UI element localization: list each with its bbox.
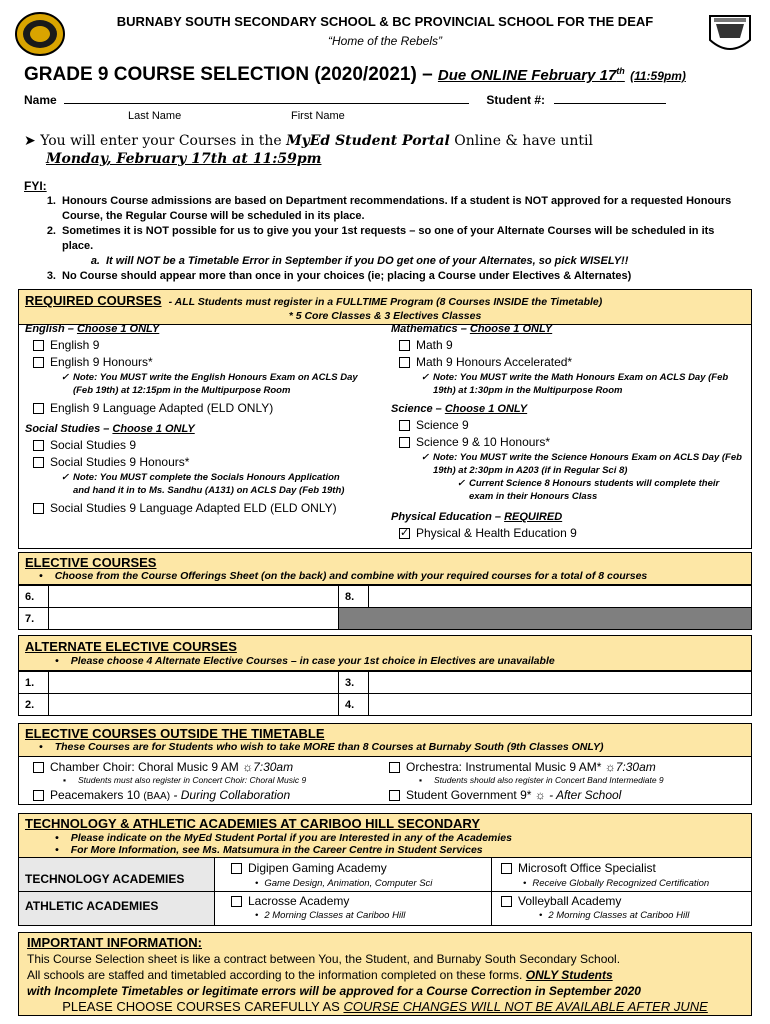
checkbox [231,896,242,907]
bullet-icon: • [55,832,59,844]
bullet-icon: • [39,741,43,753]
academies-header: TECHNOLOGY & ATHLETIC ACADEMIES AT CARIBOO HILL SECONDARY • Please indicate on the MyEd Student Portal if you are Interested in any of the Academies • For More Information, see Ms. Matsumura in the Career Centre in Student Services [18,813,752,858]
last-name-label: Last Name [128,110,182,122]
checkbox [389,762,400,773]
bullet-icon: • [539,910,543,921]
bullet-icon: • [255,910,259,921]
bullet-icon: • [55,655,59,667]
unused-cell [339,608,752,630]
volleyball-option[interactable]: Volleyball Academy [501,894,621,908]
bullet-icon: • [39,570,43,582]
lacrosse-option[interactable]: Lacrosse Academy [231,894,349,908]
science-note-2: ✓ Current Science 8 Honours students will complete their exam in their Honours Class [457,478,720,502]
page-title: GRADE 9 COURSE SELECTION (2020/2021) – Due ONLINE February 17th (11:59pm) [24,64,686,85]
science-note: ✓ Note: You MUST write the Science Honours Exam on ACLS Day (Feb 19th) at 2:30pm in A203 (if in Regular Sci 8) [421,452,742,476]
alternate-4-field[interactable] [369,694,752,716]
checkbox [33,357,44,368]
bullet-icon: ▪ [419,775,423,785]
checkmark-icon: ✓ [457,478,465,489]
tech-academies-label: TECHNOLOGY ACADEMIES [19,858,215,892]
english-heading: English – Choose 1 ONLY [25,323,160,335]
english-note: ✓ Note: You MUST write the English Honours Exam on ACLS Day (Feb 19th) at 12:15pm in the Multipurpose Room [61,372,358,396]
elective-7-field[interactable] [49,608,339,630]
fyi-item: 2. Sometimes it is NOT possible for us to give you your 1st requests – so one of your Alternate Courses will be scheduled in its place. [46,225,715,252]
checkbox [33,457,44,468]
required-header: REQUIRED COURSES - ALL Students must register in a FULLTIME Program (8 Courses INSIDE the Timetable) * 5 Core Classes & 3 Electives Classes [18,289,752,325]
science-9-option[interactable]: Science 9 [399,418,749,432]
math-note: ✓ Note: You MUST write the Math Honours Exam on ACLS Day (Feb 19th) at 1:30pm in the Multipurpose Room [421,372,729,396]
choir-note: ▪ Students must also register in Concert Choir: Choral Music 9 [63,775,307,785]
bullet-icon: • [55,844,59,856]
checkbox [33,403,44,414]
student-government-option[interactable]: Student Government 9* ☼ - After School [389,788,621,802]
bullet-icon: ▪ [63,775,67,785]
required-body [18,325,752,549]
elective-8-field[interactable] [369,586,752,608]
checkbox [389,790,400,801]
checked-checkbox-icon: ✓ [400,527,410,540]
school-motto: “Home of the Rebels” [327,34,443,48]
alternate-header: ALTERNATE ELECTIVE COURSES • Please choose 4 Alternate Elective Courses – in case your 1st choice in Electives are unavailable [18,635,752,671]
sun-icon: ☼ [604,760,616,774]
math-9-honours-option[interactable]: Math 9 Honours Accelerated* [399,355,749,369]
important-box [18,932,752,1016]
fyi-list [24,194,744,284]
fyi-label: FYI: [24,179,47,193]
outside-header: ELECTIVE COURSES OUTSIDE THE TIMETABLE • These Courses are for Students who wish to take MORE than 8 Courses at Burnaby South (9th Classes ONLY) [18,723,752,757]
academies-body [18,858,752,926]
science-honours-option[interactable]: Science 9 & 10 Honours* [399,435,749,449]
school-name: BURNABY SOUTH SECONDARY SCHOOL & BC PROVINCIAL SCHOOL FOR THE DEAF [116,14,654,29]
name-field[interactable] [64,94,469,104]
outside-body [18,757,752,805]
checkbox [33,790,44,801]
arrow-bullet-icon: ➤ [24,133,36,149]
fyi-item: 1. Honours Course admissions are based on Department recommendations. If a student is NOT approved for a requested Honours Course, the Regular Course will be scheduled in its place. [46,195,732,222]
important-title: IMPORTANT INFORMATION: [27,935,202,950]
checkbox [33,762,44,773]
social-note: ✓ Note: You MUST complete the Socials Honours Application and hand it in to Ms. Sandhu (A131) on ACLS Day (Feb 19th) [61,472,345,496]
sun-icon: ☼ [242,760,254,774]
checkbox [399,340,410,351]
elective-6-field[interactable] [49,586,339,608]
checkbox [33,340,44,351]
pe-option[interactable]: ✓ Physical & Health Education 9 [400,526,577,540]
bullet-icon: • [523,878,527,889]
sun-icon: ☼ [534,788,546,802]
student-number-field[interactable] [554,94,666,104]
portal-deadline: Monday, February 17th at 11:59pm [46,151,322,167]
alternate-table: 1. 3. 2. 4. [18,671,752,716]
important-line-3: with Incomplete Timetables or legitimate errors will be approved for a Course Correction in September 2020 [27,984,641,998]
checkmark-icon: ✓ [421,452,429,463]
alternate-1-field[interactable] [49,672,339,694]
pe-heading: Physical Education – REQUIRED [391,511,563,523]
fyi-item: 3. No Course should appear more than once in your choices (ie; placing a Course under Electives & Alternates) [46,270,632,282]
important-line-2: All schools are staffed and timetabled according to the information completed on these forms. ONLY Students [27,968,613,982]
alternate-3-field[interactable] [369,672,752,694]
math-heading: Mathematics – Choose 1 ONLY [391,323,553,335]
science-heading: Science – Choose 1 ONLY [391,403,528,415]
volleyball-note: • 2 Morning Classes at Cariboo Hill [539,910,690,921]
english-9-honours-option[interactable]: English 9 Honours* [33,355,385,369]
checkmark-icon: ✓ [421,372,429,383]
orchestra-note: ▪ Students should also register in Concert Band Intermediate 9 [419,775,664,785]
office-specialist-option[interactable]: Microsoft Office Specialist [501,861,656,875]
elective-header: ELECTIVE COURSES • Choose from the Course Offerings Sheet (on the back) and combine with your required courses for a total of 8 courses [18,552,752,585]
english-ela-option[interactable]: English 9 Language Adapted (ELD ONLY) [33,401,385,415]
social-ela-option[interactable]: Social Studies 9 Language Adapted ELD (ELD ONLY) [33,501,385,515]
name-row: Name Student #: [24,93,754,107]
due-date: Due ONLINE February 17th [437,66,625,84]
checkbox [231,863,242,874]
first-name-label: First Name [291,110,345,122]
checkbox [501,863,512,874]
english-9-option[interactable]: English 9 [33,338,385,352]
checkbox [399,357,410,368]
digipen-note: • Game Design, Animation, Computer Sci [255,878,433,889]
social-heading: Social Studies – Choose 1 ONLY [25,423,195,435]
fyi-item: a. It will NOT be a Timetable Error in September if you DO get one of your Alternates, so pick WISELY!! [90,255,629,267]
checkbox [33,503,44,514]
office-note: • Receive Globally Recognized Certification [523,878,710,889]
checkbox [399,420,410,431]
important-line-1: This Course Selection sheet is like a contract between You, the Student, and Burnaby South Secondary School. [27,952,621,966]
social-9-option[interactable]: Social Studies 9 [33,438,385,452]
orchestra-option[interactable]: Orchestra: Instrumental Music 9 AM* ☼7:30am [389,760,656,774]
checkmark-icon: ✓ [61,372,69,383]
checkmark-icon: ✓ [61,472,69,483]
athletic-academies-label: ATHLETIC ACADEMIES [19,892,215,925]
important-line-4: PLEASE CHOOSE COURSES CAREFULLY AS COURSE CHANGES WILL NOT BE AVAILABLE AFTER JUNE [62,999,708,1014]
checkbox [501,896,512,907]
checkbox [399,437,410,448]
bullet-icon: • [255,878,259,889]
digipen-option[interactable]: Digipen Gaming Academy [231,861,387,875]
checkbox [33,440,44,451]
peacemakers-option[interactable]: Peacemakers 10 (BAA) - During Collaboration [33,788,290,802]
alternate-2-field[interactable] [49,694,339,716]
math-9-option[interactable]: Math 9 [399,338,749,352]
portal-instruction: ➤ You will enter your Courses in the MyEd Student Portal Online & have until [24,133,593,149]
elective-table: 6. 8. 7. [18,585,752,630]
lacrosse-note: • 2 Morning Classes at Cariboo Hill [255,910,406,921]
chamber-choir-option[interactable]: Chamber Choir: Choral Music 9 AM ☼7:30am [33,760,293,774]
social-9-honours-option[interactable]: Social Studies 9 Honours* [33,455,385,469]
